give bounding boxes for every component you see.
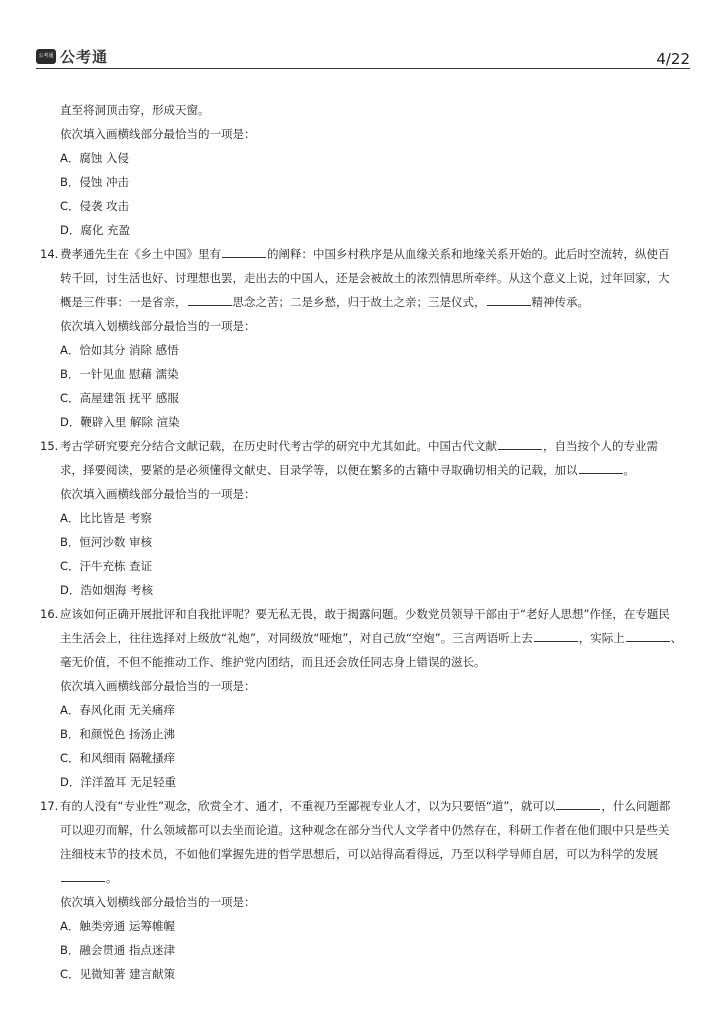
fill-blank: [534, 628, 578, 642]
option-d: D．洋洋盈耳 无足轻重: [60, 775, 177, 789]
option-c: C．汗牛充栋 查证: [60, 559, 153, 573]
question-text: 转千回，讨生活也好、讨理想也罢，走出去的中国人，还是会被故土的浓烈情思所牵绊。从这个意义上说，过年回家，大: [60, 271, 670, 285]
fill-blank: [556, 796, 600, 810]
question-prompt: 依次填入画横线部分最恰当的一项是：: [60, 487, 256, 501]
question-text: 直至将洞顶击穿，形成天窗。: [60, 103, 210, 117]
option-c: C．和风细雨 隔靴搔痒: [60, 751, 176, 765]
question-number: 15.: [40, 439, 59, 453]
fill-blank: [487, 292, 531, 306]
fill-blank: [498, 436, 542, 450]
option-d: D．浩如烟海 考核: [60, 583, 154, 597]
question-text: 主生活会上，往往选择对上级放“礼炮”，对同级放“哑炮”，对自己放“空炮”。三言两语听上去 ，实际上 、: [40, 626, 690, 650]
question-text: 概是三件事：一是省亲， 思念之苦；二是乡愁，归于故土之亲；三是仪式， 精神传承。: [40, 290, 690, 314]
question-17: 17. 有的人没有“专业性”观念，欣赏全才、通才，不重视乃至鄙视专业人才，以为只要悟“道”，就可以 ，什么问题都: [40, 794, 690, 818]
option-a: A．比比皆是 考察: [60, 511, 153, 525]
option-a: A．春风化雨 无关痛痒: [60, 703, 176, 717]
option-c: C．见微知著 建言献策: [60, 967, 176, 981]
option-b: B．恒河沙数 审核: [60, 535, 153, 549]
question-16: 16. 应该如何正确开展批评和自我批评呢？要无私无畏，敢于揭露问题。少数党员领导干部由于“老好人思想”作怪，在专题民: [40, 602, 690, 626]
question-text: 求，择要阅读，要紧的是必须懂得文献史、目录学等，以便在繁多的古籍中寻取确切相关的记载，加以 。: [40, 458, 690, 482]
question-prompt: 依次填入划横线部分最恰当的一项是：: [60, 895, 256, 909]
brand-logo: [36, 46, 108, 67]
option-b: B．融会贯通 指点迷津: [60, 943, 176, 957]
option-d: D．腐化 充盈: [60, 223, 131, 237]
question-content: [40, 98, 690, 986]
logo-icon: 公考通: [36, 49, 56, 64]
question-15: 15. 考古学研究要充分结合文献记载，在历史时代考古学的研究中尤其如此。中国古代文献 ，自当按个人的专业需: [40, 434, 690, 458]
question-number: 16.: [40, 607, 59, 621]
question-14: 14. 费孝通先生在《乡土中国》里有 的阐释：中国乡村秩序是从血缘关系和地缘关系开始的。此后时空流转，纵使百: [40, 242, 690, 266]
option-b: B．一针见血 慰藉 濡染: [60, 367, 179, 381]
fill-blank: [188, 292, 232, 306]
option-c: C．侵袭 攻击: [60, 199, 130, 213]
brand-name: 公考通: [60, 48, 109, 66]
option-a: A．腐蚀 入侵: [60, 151, 130, 165]
option-c: C．高屋建瓴 抚平 感服: [60, 391, 179, 405]
option-d: D．鞭辟入里 解除 渲染: [60, 415, 180, 429]
question-number: 17.: [40, 799, 59, 813]
question-prompt: 依次填入画横线部分最恰当的一项是：: [60, 127, 256, 141]
option-a: A．触类旁通 运筹帷幄: [60, 919, 176, 933]
fill-blank: [222, 244, 266, 258]
fill-blank: [61, 868, 105, 882]
page-number: 4/22: [656, 50, 690, 68]
option-b: B．侵蚀 冲击: [60, 175, 130, 189]
question-text: 可以迎刃而解，什么领域都可以去坐而论道。这种观念在部分当代人文学者中仍然存在，科研工作者在他们眼中只是些关: [60, 823, 670, 837]
question-text: 。: [40, 866, 690, 890]
question-number: 14.: [40, 247, 59, 261]
option-a: A．恰如其分 消除 感悟: [60, 343, 179, 357]
fill-blank: [579, 460, 623, 474]
question-prompt: 依次填入划横线部分最恰当的一项是：: [60, 319, 256, 333]
option-b: B．和颜悦色 扬汤止沸: [60, 727, 176, 741]
question-text: 注细枝末节的技术员，不如他们掌握先进的哲学思想后，可以站得高看得远，乃至以科学导师自居，可以为科学的发展: [60, 847, 658, 861]
question-text: 毫无价值，不但不能推动工作、维护党内团结，而且还会放任同志身上错误的滋长。: [60, 655, 486, 669]
question-prompt: 依次填入画横线部分最恰当的一项是：: [60, 679, 256, 693]
fill-blank: [626, 628, 670, 642]
page-header: [36, 42, 690, 69]
